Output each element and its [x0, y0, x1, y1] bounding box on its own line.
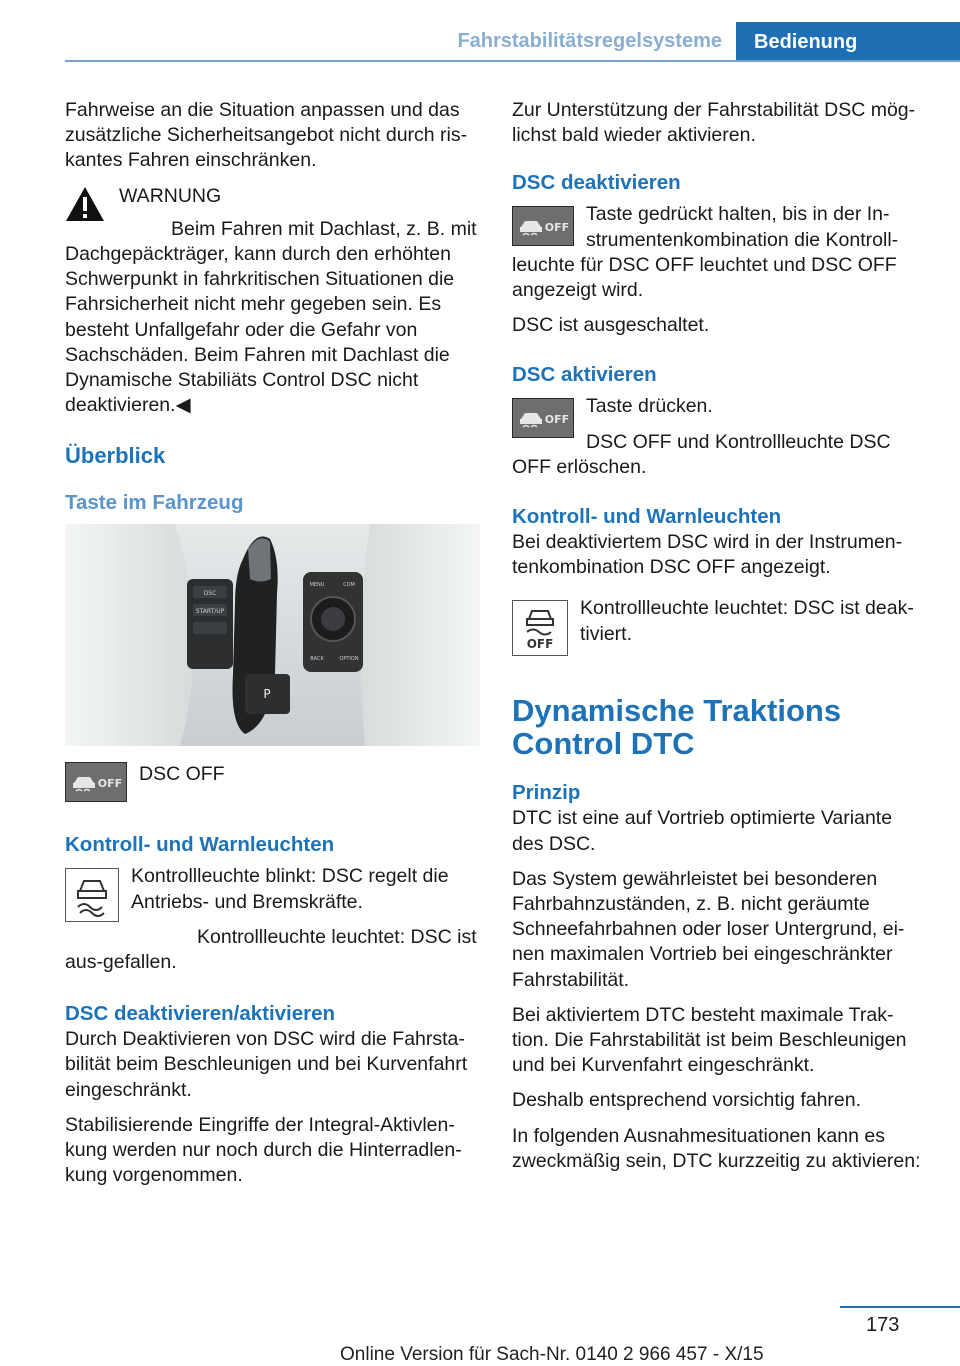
- footer-rule: [840, 1306, 960, 1308]
- activate-result: DSC OFF und Kontrollleuchte DSC OFF erlöschen.: [512, 430, 891, 478]
- dsc-off-lamp-text: Kontrollleuchte leuchtet: DSC ist deak-tiviert.: [580, 597, 914, 645]
- warning-block: [65, 184, 479, 419]
- console-label-park: P: [263, 687, 271, 702]
- dsc-off-lamp-label: OFF: [526, 637, 554, 652]
- console-label-com: COM: [343, 582, 355, 589]
- console-label-option: OPTION: [339, 656, 359, 663]
- warning-triangle-icon: [65, 186, 105, 222]
- dsc-off-lamp-block: [512, 596, 928, 660]
- dsc-off-lamp-icon: [512, 600, 568, 656]
- heading-dsc-deactivate-activate: DSC deaktivieren/aktivieren: [65, 1002, 336, 1026]
- lamps-paragraph: Bei deaktiviertem DSC wird in der Instrumen-tenkombination DSC OFF angezeigt.: [512, 531, 903, 579]
- console-label-startup: START/UP: [195, 608, 225, 616]
- dsc-off-button-icon-deactivate: [512, 206, 574, 246]
- right-column: [512, 98, 928, 1184]
- console-label-dsc: DSC: [203, 590, 217, 598]
- section-tab: Bedienung: [736, 22, 960, 62]
- dsc-off-icon-label-deactivate: OFF: [544, 221, 569, 235]
- reactivate-paragraph: Zur Unterstützung der Fahrstabilität DSC mög-lichst bald wieder aktivieren.: [512, 99, 916, 147]
- page-header: [0, 0, 960, 62]
- heading-indicator-lamps-right: Kontroll- und Warnleuchten: [512, 505, 782, 529]
- dtc-paragraph-4: Deshalb entsprechend vorsichtig fahren.: [512, 1089, 862, 1112]
- dsc-off-caption: DSC OFF: [139, 763, 225, 786]
- page-number: 173: [866, 1314, 900, 1336]
- console-label-back: BACK: [310, 656, 324, 663]
- heading-principle: Prinzip: [512, 781, 581, 805]
- console-illustration: [65, 524, 480, 746]
- header-rule: [65, 60, 960, 62]
- activate-block: [512, 394, 928, 480]
- warning-text: Beim Fahren mit Dachlast, z. B. mit Dachgepäckträger, kann durch den erhöhten Schwerpunkt in fahrkritischen Situationen die Fahrsicherheit nicht mehr gegeben sein. Es besteht Unfallgefahr oder die Gefahr von Sachschäden. Beim Fahren mit Dachlast die Dynamische Stabiliäts Control DSC nicht deaktivieren.◀: [65, 217, 477, 417]
- deactivate-instruction: Taste gedrückt halten, bis in der In-strumentenkombination die Kontroll-leuchte für DSC OFF leuchtet und DSC OFF angezeigt wird.: [512, 203, 899, 302]
- deactivate-paragraph-1: Durch Deaktivieren von DSC wird die Fahrsta-bilität beim Beschleunigen und bei Kurvenfahrt eingeschränkt.: [65, 1028, 468, 1101]
- heading-dsc-deactivate: DSC deaktivieren: [512, 171, 681, 195]
- dsc-off-caption-block: [65, 758, 479, 806]
- heading-dtc: Dynamische Traktions Control DTC: [512, 693, 842, 762]
- dtc-paragraph-1: DTC ist eine auf Vortrieb optimierte Variante des DSC.: [512, 807, 893, 855]
- dtc-paragraph-3: Bei aktiviertem DTC besteht maximale Trak-tion. Die Fahrstabilität ist beim Beschleunigen und bei Kurvenfahrt eingeschränkt.: [512, 1003, 907, 1077]
- warning-title: WARNUNG: [119, 184, 222, 207]
- console-label-menu: MENU: [309, 582, 325, 589]
- lamp-text-flashing: Kontrollleuchte blinkt: DSC regelt die Antriebs- und Bremskräfte.: [131, 865, 449, 913]
- heading-button-in-vehicle: Taste im Fahrzeug: [65, 491, 244, 515]
- intro-paragraph: Fahrweise an die Situation anpassen und das zusätzliche Sicherheitsangebot nicht durch ris-kantes Fahren einschränken.: [65, 99, 468, 172]
- dsc-off-icon-label: OFF: [97, 777, 122, 791]
- dsc-off-button-icon-activate: [512, 398, 574, 438]
- heading-dsc-activate: DSC aktivieren: [512, 363, 657, 387]
- online-version-note: Online Version für Sach-Nr. 0140 2 966 457 - X/15: [340, 1344, 764, 1365]
- heading-overview: Überblick: [65, 443, 166, 469]
- dsc-lamp-icon: [65, 868, 119, 922]
- deactivate-block: [512, 202, 928, 338]
- chapter-title: Fahrstabilitätsregelsysteme: [457, 30, 722, 52]
- deactivated-status: DSC ist ausgeschaltet.: [512, 314, 710, 337]
- deactivate-paragraph-2: Stabilisierende Eingriffe der Integral-Aktivlen-kung werden nur noch durch die Hinterradlen-kung vorgenommen.: [65, 1113, 462, 1187]
- heading-indicator-lamps: Kontroll- und Warnleuchten: [65, 833, 335, 857]
- dtc-paragraph-5: In folgenden Ausnahmesituationen kann es zweckmäßig sein, DTC kurzzeitig zu aktivieren:: [512, 1124, 921, 1172]
- dsc-off-button-icon: [65, 762, 127, 802]
- dtc-paragraph-2: Das System gewährleistet bei besonderen Fahrbahnzuständen, z. B. nicht geräumte Schneefahrbahnen oder loser Untergrund, ei-nen maximalen Vortrieb bei eingeschränkter Fahrstabilität.: [512, 867, 905, 991]
- lamp-block: [65, 864, 479, 975]
- dsc-off-icon-label-activate: OFF: [544, 413, 569, 427]
- activate-instruction: Taste drücken.: [586, 395, 713, 418]
- center-console-photo: [65, 524, 480, 746]
- left-column: [65, 98, 479, 1198]
- lamp-text-lit: Kontrollleuchte leuchtet: DSC ist aus-gefallen.: [65, 925, 477, 974]
